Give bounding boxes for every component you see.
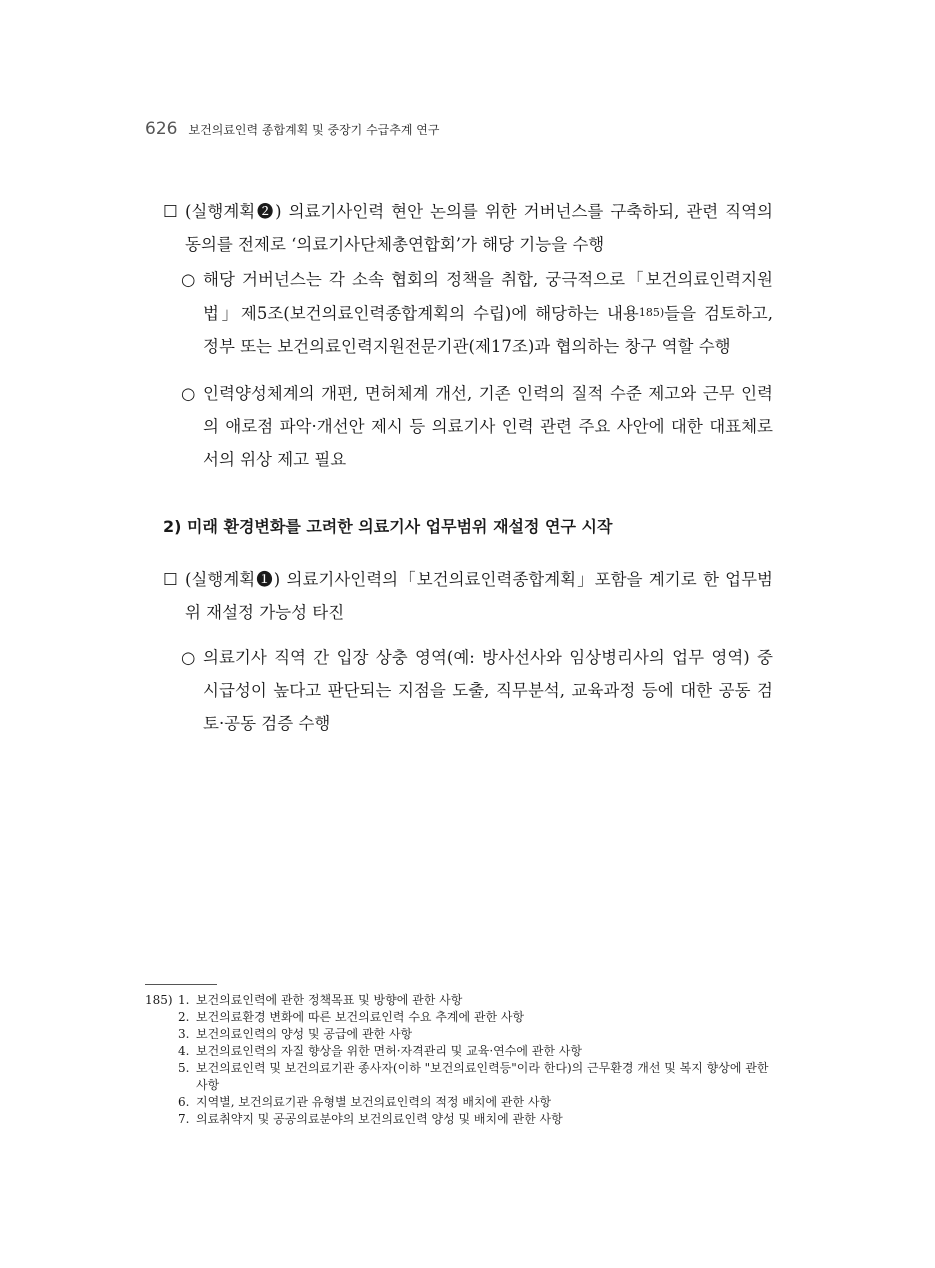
- square-bullet-icon: ☐: [163, 570, 178, 589]
- footnote-item: 4. 보건의료인력의 자질 향상을 위한 면허·자격관리 및 교육·연수에 관한 사항: [178, 1044, 582, 1058]
- footnote-item: 1. 보건의료인력에 관한 정책목표 및 방향에 관한 사항: [178, 993, 463, 1007]
- action-plan-item: [163, 563, 773, 629]
- footnote-divider: [145, 984, 217, 985]
- footnote: [145, 992, 777, 1128]
- footnote-reference: 185): [638, 306, 665, 319]
- footnote-item: 3. 보건의료인력의 양성 및 공급에 관한 사항: [178, 1027, 413, 1041]
- sub-bullet-text: 의료기사 직역 간 입장 상충 영역(예: 방사선사와 임상병리사의 업무 영역) 중 시급성이 높다고 판단되는 지점을 도출, 직무분석, 교육과정 등에 대한 공동 검토·공동 검증 수행: [203, 648, 773, 733]
- action-plan-text: (실행계획❶) 의료기사인력의「보건의료인력종합계획」포함을 계기로 한 업무범위 재설정 가능성 타진: [185, 570, 773, 622]
- footnote-item: 6. 지역별, 보건의료기관 유형별 보건의료인력의 적정 배치에 관한 사항: [178, 1095, 552, 1109]
- main-content: [163, 195, 773, 740]
- sub-bullet-item: [163, 377, 773, 476]
- page-header: [145, 119, 439, 139]
- circle-bullet-icon: ○: [181, 648, 196, 667]
- sub-bullet-item: [163, 641, 773, 740]
- footnote-item: 2. 보건의료환경 변화에 따른 보건의료인력 수요 추계에 관한 사항: [178, 1010, 525, 1024]
- footnote-number: 185): [145, 993, 173, 1007]
- footnote-list: [178, 992, 777, 1128]
- square-bullet-icon: ☐: [163, 202, 178, 221]
- sub-bullet-item: [163, 263, 773, 363]
- sub-bullet-text: 해당 거버넌스는 각 소속 협회의 정책을 취합, 궁극적으로「보건의료인력지원법」제5조(보건의료인력종합계획의 수립)에 해당하는 내용: [203, 270, 773, 323]
- action-plan-text: (실행계획❷) 의료기사인력 현안 논의를 위한 거버넌스를 구축하되, 관련 직역의 동의를 전제로 ‘의료기사단체총연합회’가 해당 기능을 수행: [185, 202, 773, 254]
- sub-bullet-text: 인력양성체계의 개편, 면허체계 개선, 기존 인력의 질적 수준 제고와 근무 인력의 애로점 파악·개선안 제시 등 의료기사 인력 관련 주요 사안에 대한 대표체로서의 위상 제고 필요: [203, 384, 773, 469]
- sub-bullet-text-continued: 들을 검토하고, 정부 또는 보건의료인력지원전문기관(제17조)과 협의하는 창구 역할 수행: [203, 304, 773, 356]
- footnote-item: 5. 보건의료인력 및 보건의료기관 종사자(이하 "보건의료인력등"이라 한다)의 근무환경 개선 및 복지 향상에 관한 사항: [178, 1061, 769, 1092]
- action-plan-item: [163, 195, 773, 261]
- running-title: 보건의료인력 종합계획 및 중장기 수급추계 연구: [188, 123, 440, 137]
- page-number: 626: [145, 119, 178, 139]
- section-heading: 2) 미래 환경변화를 고려한 의료기사 업무범위 재설정 연구 시작: [163, 517, 613, 536]
- circle-bullet-icon: ○: [181, 384, 196, 403]
- footnote-item: 7. 의료취약지 및 공공의료분야의 보건의료인력 양성 및 배치에 관한 사항: [178, 1112, 563, 1126]
- circle-bullet-icon: ○: [181, 270, 196, 289]
